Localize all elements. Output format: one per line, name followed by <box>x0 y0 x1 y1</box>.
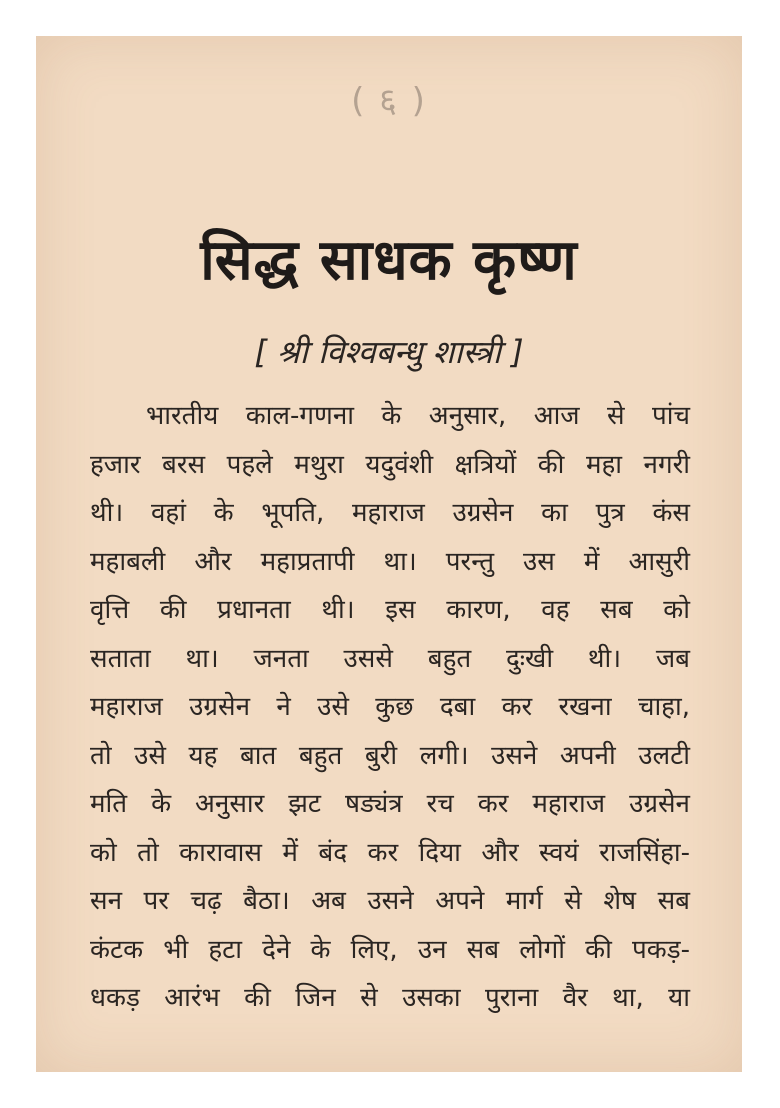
paragraph-line: तो उसे यह बात बहुत बुरी लगी। उसने अपनी उलटी <box>90 740 690 771</box>
paragraph-line: कंटक भी हटा देने के लिए, उन सब लोगों की पकड़- <box>90 934 690 965</box>
body-paragraph <box>90 392 690 1023</box>
paragraph-line: हजार बरस पहले मथुरा यदुवंशी क्षत्रियों की महा नगरी <box>90 449 690 480</box>
paragraph-line: महाबली और महाप्रतापी था। परन्तु उस में आसुरी <box>90 546 690 577</box>
paragraph-line: सताता था। जनता उससे बहुत दुःखी थी। जब <box>90 643 690 674</box>
paragraph-line: वृत्ति की प्रधानता थी। इस कारण, वह सब को <box>90 595 690 625</box>
author-line: [ श्री विश्वबन्धु शास्त्री ] <box>254 333 524 371</box>
paragraph-line: भारतीय काल-गणना के अनुसार, आज से पांच <box>146 401 690 431</box>
paragraph-line: को तो कारावास में बंद कर दिया और स्वयं राजसिंहा- <box>90 837 690 868</box>
paragraph-line: महाराज उग्रसेन ने उसे कुछ दबा कर रखना चाहा, <box>90 692 690 722</box>
book-page <box>36 36 742 1072</box>
paragraph-line: थी। वहां के भूपति, महाराज उग्रसेन का पुत्र कंस <box>90 498 690 528</box>
paragraph-line: मति के अनुसार झट षड्यंत्र रच कर महाराज उग्रसेन <box>90 789 690 819</box>
page-number: ( ६ ) <box>351 81 427 121</box>
paragraph-line: धकड़ आरंभ की जिन से उसका पुराना वैर था, या <box>90 983 690 1013</box>
paragraph-line: सन पर चढ़ बैठा। अब उसने अपने मार्ग से शेष सब <box>90 886 690 916</box>
chapter-title: सिद्ध साधक कृष्ण <box>200 228 578 293</box>
